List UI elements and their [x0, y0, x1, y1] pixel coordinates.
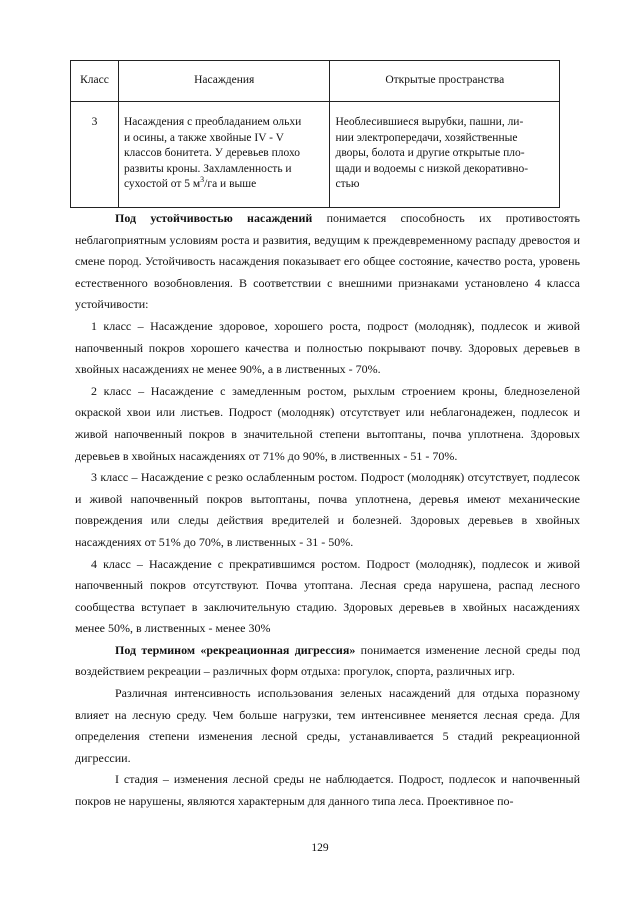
cell-line-end: /га и выше [204, 178, 257, 190]
header-plantations: Насаждения [118, 61, 330, 102]
body-text [75, 208, 580, 813]
cell-line: сухостой от 5 м [123, 178, 201, 190]
header-class: Класс [71, 61, 119, 102]
paragraph-class-2: 2 класс – Насаждение с замедленным ростом, рыхлым строением кроны, бледнозеленой окраской хвои или листьев. Подрост (молодняк) отсутствует или неблагонадежен, подлесок и живой напочвенный покров в значительной степени вытоптаны, почва уплотнена. Здоровых деревьев в хвойных насаждениях от 71% до 90%, в лиственных - 51 - 70%. [75, 383, 580, 463]
paragraph-stage-1: I стадия – изменения лесной среды не наблюдается. Подрост, подлесок и напочвенный покров не нарушены, являются характерным для данного типа леса. Проективное по- [75, 772, 580, 809]
table-header-row [71, 61, 560, 102]
cell-open-spaces [330, 102, 560, 208]
cell-line: классов бонитета. У деревьев плохо [123, 147, 301, 159]
cell-line: дворы, болота и другие открытые пло- [335, 147, 525, 159]
cell-class: 3 [71, 102, 119, 208]
cell-line: нии электропередачи, хозяйственные [335, 131, 518, 144]
paragraph-class-4: 4 класс – Насаждение с прекратившимся ростом. Подрост (молодняк), подлесок и живой напочвенный покров отсутствуют. Почва утоптана. Лесная среда нарушена, распад лесного сообщества вступает в заключительную стадию. Здоровых деревьев в хвойных насаждениях менее 50%, в лиственных - менее 30% [75, 556, 580, 636]
cell-line: Насаждения с преобладанием ольхи [123, 116, 302, 128]
paragraph-stability [75, 208, 580, 316]
term-recreational-digression: Под термином «рекреационная дигрессия» [115, 642, 356, 657]
paragraph-recreational-digression [75, 640, 580, 683]
paragraph-class-3: 3 класс – Насаждение с резко ослабленным ростом. Подрост (молодняк) отсутствует, подлесок и живой напочвенный покров вытоптаны, почва уплотнена, деревья имеют механические повреждения или следы действия вредителей и болезней. Здоровых деревьев в хвойных насаждениях от 51% до 70%, в лиственных - 31 - 50%. [75, 470, 580, 549]
cell-plantations [118, 102, 330, 208]
table-row [71, 102, 560, 208]
paragraph-text: понимается способность их противостоять неблагоприятным условиям роста и развития, ведущим к преждевременному распаду древостоя и смене пород. Устойчивость насаждения показывает его общее состояние, качество роста, уровень естественного возобновления. В соответствии с внешними признаками установлено 4 класса устойчивости: [75, 211, 581, 312]
paragraph-intensity: Различная интенсивность использования зеленых насаждений для отдыха поразному влияет на лесную среду. Чем больше нагрузки, тем интенсивнее меняется лесная среда. Для определения степени изменения лесной среды, устанавливается 5 стадий рекреационной дигрессии. [75, 686, 580, 765]
page-number: 129 [311, 842, 329, 854]
cell-line: щади и водоемы с низкой декоративно- [335, 162, 529, 175]
cell-line: и осины, а также хвойные IV - V [123, 131, 284, 144]
superscript-three: 3 [200, 175, 205, 185]
cell-line: Необлесившиеся вырубки, пашни, ли- [335, 116, 524, 128]
paragraph-class-1: 1 класс – Насаждение здоровое, хорошего роста, подрост (молодняк), подлесок и живой напочвенный покров хорошего качества и полностью покрывают почву. Здоровых деревьев в хвойных насаждениях не менее 90%, а в лиственных - 70%. [75, 318, 580, 377]
header-open-spaces: Открытые пространства [330, 61, 560, 102]
paragraph-text: понимается изменение лесной среды под воздействием рекреации – различных форм отдыха: прогулок, спорта, различных игр. [75, 642, 580, 679]
recreation-classes-table [70, 60, 560, 208]
cell-line: развиты кроны. Захламленность и [123, 162, 292, 175]
cell-line: стью [335, 178, 360, 190]
term-stability: Под устойчивостью насаждений [115, 211, 313, 225]
